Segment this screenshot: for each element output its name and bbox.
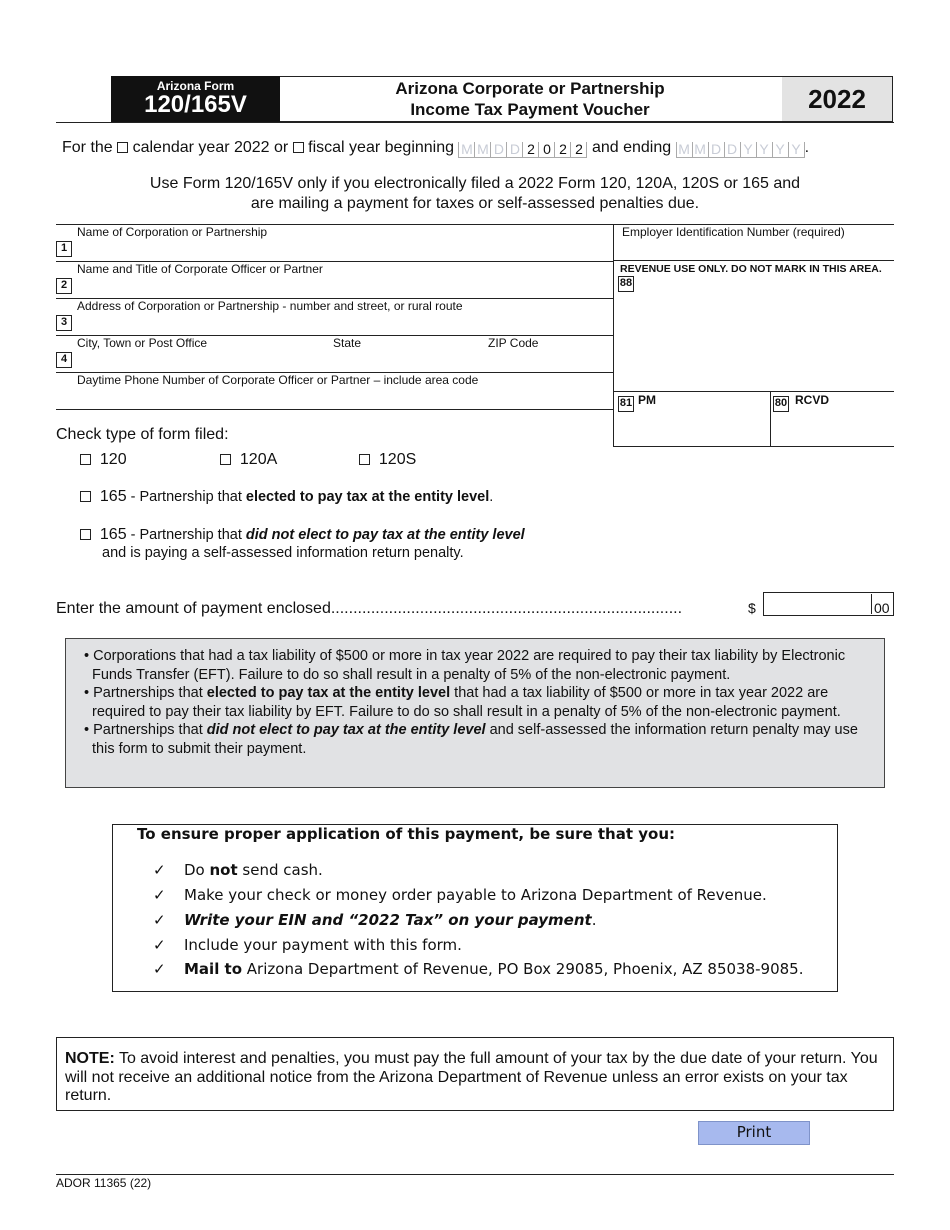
date-char: M <box>692 142 708 158</box>
title-line-1: Arizona Corporate or Partnership <box>395 79 665 98</box>
form-title <box>280 78 780 120</box>
fiscal-year-label: fiscal year beginning <box>308 139 455 156</box>
date-char: Y <box>756 142 772 158</box>
checklist-item <box>153 936 462 954</box>
option-120[interactable] <box>80 451 127 469</box>
payment-cents: 00 <box>874 600 890 616</box>
form-code: ADOR 11365 (22) <box>56 1176 152 1190</box>
address-input[interactable] <box>76 314 610 334</box>
date-char: M <box>474 142 490 158</box>
payment-checklist-box <box>112 824 838 992</box>
checkbox-120s[interactable] <box>359 454 370 465</box>
header-divider <box>56 122 894 123</box>
line-number-3: 3 <box>56 315 72 331</box>
intro-text <box>56 174 894 214</box>
line-number-4: 4 <box>56 352 72 368</box>
noelect-line-2: and is paying a self-assessed information return penalty. <box>102 545 464 561</box>
corporation-name-input[interactable] <box>76 240 610 260</box>
officer-name-input[interactable] <box>76 277 610 297</box>
item-text: Do <box>184 861 210 879</box>
fiscal-year-checkbox[interactable] <box>293 142 304 153</box>
checklist-item <box>153 960 803 978</box>
form-number-block <box>111 76 280 122</box>
item-bold: Write your EIN and “2022 Tax” on your payment <box>184 911 592 929</box>
checklist-item <box>153 911 596 929</box>
checkmark-icon: ✓ <box>153 861 166 879</box>
info-b3-post: and self-assessed the information return penalty may use this form to submit their payment. <box>92 722 858 757</box>
ein-label: Employer Identification Number (required) <box>622 225 845 239</box>
payment-label: Enter the amount of payment enclosed <box>56 600 331 617</box>
date-char: Y <box>788 142 805 158</box>
rcvd-label: RCVD <box>795 393 830 407</box>
row-rule <box>56 409 613 410</box>
elect-prefix: Partnership that <box>139 489 246 505</box>
cents-divider <box>871 594 872 614</box>
date-char: M <box>458 142 474 158</box>
revenue-use-notice: REVENUE USE ONLY. DO NOT MARK IN THIS AREA. <box>620 263 882 275</box>
revenue-split <box>770 391 771 446</box>
form-number: 120/165V <box>144 91 247 118</box>
fiscal-end-date-field[interactable] <box>676 142 805 158</box>
phone-label: Daytime Phone Number of Corporate Officer or Partner – include area code <box>77 373 479 387</box>
item-bold: not <box>209 861 238 879</box>
checkmark-icon: ✓ <box>153 960 166 978</box>
noelect-prefix: Partnership that <box>139 527 246 543</box>
elect-bold: elected to pay tax at the entity level <box>245 489 490 505</box>
info-bullet-3 <box>84 721 870 758</box>
box-88: 88 <box>618 276 634 292</box>
revenue-bottom-rule <box>613 446 894 447</box>
eft-info-box <box>65 638 885 788</box>
option-120a-label: 120A <box>239 451 278 468</box>
date-char: Y <box>740 142 756 158</box>
period-prefix: For the <box>62 139 113 156</box>
officer-label: Name and Title of Corporate Officer or Partner <box>77 262 323 276</box>
date-char: D <box>708 142 724 158</box>
form-type-heading: Check type of form filed: <box>56 426 229 443</box>
info-b3-pre: Partnerships that <box>93 722 207 738</box>
info-bullet-1 <box>84 647 870 684</box>
address-label: Address of Corporation or Partnership - number and street, or rural route <box>77 299 463 313</box>
intro-line-2: are mailing a payment for taxes or self-assessed penalties due. <box>250 195 700 212</box>
item-text: . <box>591 911 597 929</box>
period-end: . <box>804 139 810 156</box>
option-165-not-elected[interactable] <box>80 526 525 544</box>
ein-rule <box>613 260 894 261</box>
checklist-item <box>153 886 767 904</box>
line-number-1: 1 <box>56 241 72 257</box>
state-label: State <box>333 336 362 350</box>
item-text: Make your check or money order payable to Arizona Department of Revenue. <box>184 886 767 904</box>
tax-period-line <box>62 139 809 158</box>
ending-label: and ending <box>591 139 672 156</box>
phone-input[interactable] <box>76 388 610 408</box>
date-char: 2 <box>522 142 538 158</box>
date-char: 2 <box>554 142 570 158</box>
date-char: D <box>724 142 740 158</box>
line-number-2: 2 <box>56 278 72 294</box>
zip-input[interactable] <box>488 351 610 371</box>
option-165-elected[interactable] <box>80 488 493 506</box>
elect-suffix: . <box>489 489 494 505</box>
date-char: D <box>506 142 522 158</box>
checkmark-icon: ✓ <box>153 936 166 954</box>
date-char: M <box>676 142 692 158</box>
checkmark-icon: ✓ <box>153 886 166 904</box>
city-input[interactable] <box>76 351 326 371</box>
box-81: 81 <box>618 396 634 412</box>
checkbox-165-not-elected[interactable] <box>80 529 91 540</box>
block-divider <box>613 224 614 447</box>
bullet: • <box>84 722 90 738</box>
date-char: 0 <box>538 142 554 158</box>
option-dash: - <box>126 489 140 505</box>
date-char: Y <box>772 142 788 158</box>
title-line-2: Income Tax Payment Voucher <box>410 100 650 119</box>
item-bold: Mail to <box>184 960 243 978</box>
option-165-number: 165 <box>99 488 127 505</box>
note-box <box>56 1037 894 1111</box>
info-b3-bold: did not elect to pay tax at the entity level <box>206 722 486 738</box>
checkbox-165-elected[interactable] <box>80 491 91 502</box>
option-120s-label: 120S <box>378 451 417 468</box>
zip-label: ZIP Code <box>488 336 539 350</box>
form-label: Arizona Form <box>156 79 235 93</box>
name-label: Name of Corporation or Partnership <box>77 225 268 239</box>
checklist-title: To ensure proper application of this payment, be sure that you: <box>137 825 676 843</box>
item-text: send cash. <box>237 861 323 879</box>
ein-input[interactable] <box>616 240 892 259</box>
footer-rule <box>56 1174 894 1175</box>
option-120a[interactable] <box>220 451 277 469</box>
tax-year: 2022 <box>782 77 892 121</box>
state-input[interactable] <box>333 351 473 371</box>
payment-amount-line <box>56 600 736 618</box>
option-dash: - <box>126 527 140 543</box>
info-b2-bold: elected to pay tax at the entity level <box>206 685 451 701</box>
item-text: Arizona Department of Revenue, PO Box 29085, Phoenix, AZ 85038-9085. <box>242 960 804 978</box>
checkbox-120a[interactable] <box>220 454 231 465</box>
box-80: 80 <box>773 396 789 412</box>
info-bullet-2 <box>84 684 870 721</box>
revenue-rule <box>613 391 894 392</box>
date-char: D <box>490 142 506 158</box>
checkmark-icon: ✓ <box>153 911 166 929</box>
city-label: City, Town or Post Office <box>77 336 208 350</box>
checklist-item <box>153 861 323 879</box>
print-button[interactable]: Print <box>698 1121 810 1145</box>
option-120s[interactable] <box>359 451 416 469</box>
bullet: • <box>84 648 90 664</box>
info-b2-post: that had a tax liability of $500 or more in tax year 2022 are required to pay their tax liability by EFT. Failure to do so shall result in a penalty of 5% of the non-electronic payment. <box>92 685 841 720</box>
checkbox-120[interactable] <box>80 454 91 465</box>
calendar-year-checkbox[interactable] <box>117 142 128 153</box>
info-bullet-1-text: Corporations that had a tax liability of $500 or more in tax year 2022 are required to pay their tax liability by Electronic Funds Transfer (EFT). Failure to do so shall result in a penalty of 5% of the non-electronic payment. <box>92 648 846 683</box>
payment-leader-dots: ............................................................................... <box>330 600 683 617</box>
currency-symbol: $ <box>748 600 756 616</box>
note-text: To avoid interest and penalties, you must pay the full amount of your tax by the due date of your return. You will not receive an additional notice from the Arizona Department of Revenue unless an error exists on your tax return. <box>65 1050 878 1104</box>
option-120-label: 120 <box>99 451 127 468</box>
calendar-year-label: calendar year 2022 or <box>132 139 289 156</box>
noelect-bold: did not elect to pay tax at the entity level <box>245 527 525 543</box>
info-b2-pre: Partnerships that <box>93 685 207 701</box>
item-text: Include your payment with this form. <box>184 936 462 954</box>
fiscal-begin-date-field[interactable] <box>458 142 587 158</box>
pm-label: PM <box>638 393 656 407</box>
note-label: NOTE: <box>65 1050 115 1067</box>
date-char: 2 <box>570 142 587 158</box>
bullet: • <box>84 685 90 701</box>
option-165-number: 165 <box>99 526 127 543</box>
intro-line-1: Use Form 120/165V only if you electronically filed a 2022 Form 120, 120A, 120S or 165 and <box>149 175 801 192</box>
